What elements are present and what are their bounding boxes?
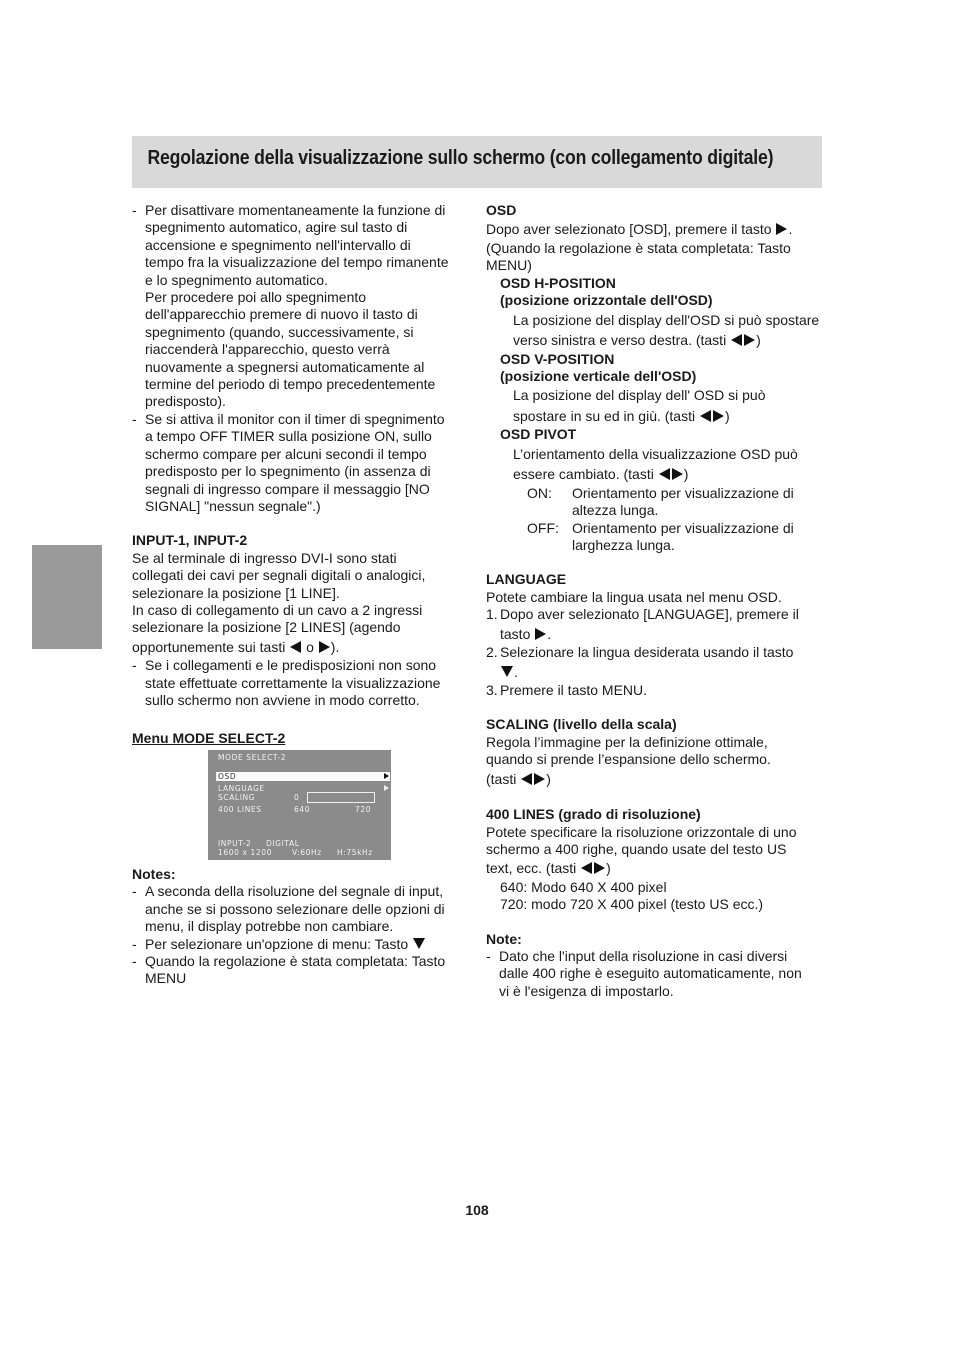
text-line: e lo spegnimento automatico. <box>145 271 328 288</box>
text-line: Orientamento per visualizzazione di <box>572 484 794 501</box>
text-line: MENU) <box>486 257 532 274</box>
lines400-paragraph <box>486 824 826 859</box>
language-heading: LANGUAGE <box>486 571 567 588</box>
osd-menu-image <box>208 750 391 860</box>
text-line: Dato che l'input della risoluzione in casi diversi <box>499 948 788 965</box>
down-arrow-icon <box>501 666 513 677</box>
bullet-text <box>145 202 468 411</box>
osd-opt-640: 640 <box>294 805 311 814</box>
text-line: vi è l'esigenza di impostarlo. <box>499 982 674 999</box>
text-line: SIGNAL] "nessun segnale".) <box>145 497 321 514</box>
osd-paragraph <box>486 240 826 275</box>
language-text: Potete cambiare la lingua usata nel menu OSD. <box>486 588 782 605</box>
note-text <box>499 948 826 1000</box>
scaling-keys: (tasti ) <box>486 770 551 787</box>
left-arrow-icon <box>731 334 742 346</box>
text-line: Se i collegamenti e le predisposizioni non sono <box>145 657 437 674</box>
section-tab <box>32 545 102 649</box>
osd-item-scaling: SCALING <box>218 793 256 802</box>
input-keys-line: opportunemente sui tasti o ). <box>132 638 340 655</box>
scaling-heading: SCALING (livello della scala) <box>486 716 677 733</box>
osd-resolution: 1600 x 1200 <box>218 848 272 857</box>
text-line: menu, il display potrebbe non cambiare. <box>145 918 394 935</box>
mode-720: 720: modo 720 X 400 pixel (testo US ecc.) <box>500 896 764 913</box>
right-arrow-icon <box>713 410 724 422</box>
left-arrow-icon <box>521 773 532 785</box>
hpos-heading: OSD H-POSITION <box>500 274 616 291</box>
text-line: Se al terminale di ingresso DVI-I sono stati <box>132 549 397 566</box>
text-line: sullo schermo non avviene in modo corretto. <box>145 692 420 709</box>
left-arrow-icon <box>700 410 711 422</box>
note-item: - Dato che l'input della risoluzione in casi diversi dalle 400 righe è eseguito automaticamente, non vi è l'esigenza di impostarlo. <box>486 948 826 1000</box>
pivot-text: L’orientamento della visualizzazione OSD può <box>513 445 798 462</box>
language-step-2: 2. Selezionare la lingua desiderata usando il tasto . <box>486 644 794 680</box>
pivot-off-option: OFF: Orientamento per visualizzazione di larghezza lunga. <box>486 520 826 555</box>
text-line: Quando la regolazione è stata completata: Tasto <box>145 952 446 969</box>
osd-selected-row <box>216 772 390 781</box>
note-text <box>145 883 468 935</box>
text-line: dalle 400 righe è eseguito automaticamente, non <box>499 965 802 982</box>
osd-opt-720: 720 <box>355 805 372 814</box>
left-arrow-icon <box>659 468 670 480</box>
text-line: Per disattivare momentaneamente la funzione di <box>145 202 446 218</box>
text-line: predisposto per lo spegnimento (in assenza di <box>145 463 431 480</box>
pivot-keys: essere cambiato. (tasti ) <box>513 466 689 483</box>
input-heading: INPUT-1, INPUT-2 <box>132 532 248 549</box>
text-line: schermo compare per alcuni secondi il tempo <box>145 445 427 462</box>
right-arrow-icon <box>535 628 546 640</box>
text-line: accensione e spegnimento nell'intervallo di <box>145 236 411 253</box>
text-line: spegnimento automatico, agire sul tasto di <box>145 219 408 236</box>
text-line: A seconda della risoluzione del segnale di input, <box>145 883 444 900</box>
text-line: anche se si possono selezionare delle opzioni di <box>145 900 445 917</box>
text-line: Potete specificare la risoluzione orizzontale di uno <box>486 823 797 840</box>
lines400-heading: 400 LINES (grado di risoluzione) <box>486 806 701 823</box>
text-line: selezionare la posizione [2 LINES] (agendo <box>132 619 401 636</box>
input-paragraph <box>132 550 468 637</box>
osd-scaling-slider <box>307 792 375 803</box>
osd-hfreq: H:75kHz <box>337 848 373 857</box>
osd-line: Dopo aver selezionato [OSD], premere il tasto . <box>486 221 793 238</box>
right-arrow-icon <box>744 334 755 346</box>
text-line: Orientamento per visualizzazione di <box>572 519 794 536</box>
vpos-text: La posizione del display dell' OSD si può <box>513 387 766 404</box>
text-line: selezionare la posizione [1 LINE]. <box>132 584 340 601</box>
osd-title: MODE SELECT-2 <box>218 753 287 762</box>
left-arrow-icon <box>581 862 592 874</box>
page-title: Regolazione della visualizzazione sullo schermo (con collegamento digitale) <box>147 146 774 169</box>
osd-vfreq: V:60Hz <box>292 848 322 857</box>
vpos-heading: OSD V-POSITION <box>500 350 615 367</box>
note-item: - A seconda della risoluzione del segnale di input, anche se si possono selezionare delle opzioni di menu, il display potrebbe non cambiare. <box>132 883 468 935</box>
note-item: - Per selezionare un'opzione di menu: Tasto <box>132 936 468 953</box>
osd-item-osd: OSD <box>218 772 237 781</box>
hpos-text: La posizione del display dell'OSD si può spostare <box>513 311 820 328</box>
bullet-dash: - <box>132 657 137 674</box>
bullet-connections <box>132 657 468 709</box>
scaling-paragraph <box>486 734 826 769</box>
language-step-1: 1. Dopo aver selezionato [LANGUAGE], premere il tasto . <box>486 606 799 642</box>
text-line: collegati dei cavi per segnali digitali o analogici, <box>132 567 426 584</box>
right-arrow-icon <box>534 773 545 785</box>
hpos-subheading: (posizione orizzontale dell'OSD) <box>500 292 713 309</box>
osd-right-arrow-icon <box>384 785 389 791</box>
text-line: tempo fra la visualizzazione del tempo rimanente <box>145 254 449 271</box>
text-line: dell'apparecchio premere di nuovo il tasto di <box>145 306 418 323</box>
bullet-text <box>145 411 468 515</box>
vpos-subheading: (posizione verticale dell'OSD) <box>500 367 697 384</box>
text-line: schermo a 400 righe, quando usate del testo US <box>486 840 787 857</box>
right-arrow-icon <box>672 468 683 480</box>
notes-heading: Notes: <box>132 865 176 882</box>
text-line: termine del periodo di tempo precedentemente <box>145 376 436 393</box>
mode-640: 640: Modo 640 X 400 pixel <box>500 878 667 895</box>
bullet-auto-off <box>132 202 468 411</box>
title-bar <box>132 136 822 188</box>
hpos-keys: verso sinistra e verso destra. (tasti ) <box>513 332 761 349</box>
pivot-on-option: ON: Orientamento per visualizzazione di altezza lunga. <box>486 485 826 520</box>
text-line: Se si attiva il monitor con il timer di spegnimento <box>145 410 445 427</box>
text-line: MENU <box>145 970 187 987</box>
osd-item-400lines: 400 LINES <box>218 805 262 814</box>
bullet-off-timer <box>132 411 468 515</box>
text-line: In caso di collegamento di un cavo a 2 ingressi <box>132 601 423 618</box>
text-line: Regola l’immagine per la definizione ottimale, <box>486 733 768 750</box>
pivot-heading: OSD PIVOT <box>500 426 577 443</box>
lines400-keys: text, ecc. (tasti ) <box>486 860 611 877</box>
osd-heading: OSD <box>486 202 517 218</box>
osd-input-type: DIGITAL <box>266 839 300 848</box>
note-text: Per selezionare un'opzione di menu: Tasto <box>145 936 468 953</box>
text-line: predisposto). <box>145 393 226 410</box>
text-line: state effettuate correttamente la visualizzazione <box>145 674 441 691</box>
text-line: (Quando la regolazione è stata completata: Tasto <box>486 239 791 256</box>
osd-right-arrow-icon <box>384 773 389 779</box>
vpos-keys: spostare in su ed in giù. (tasti ) <box>513 407 730 424</box>
text-line: spegnimento (quando, successivamente, si <box>145 323 414 340</box>
right-arrow-icon <box>594 862 605 874</box>
osd-item-language: LANGUAGE <box>218 784 265 793</box>
right-column <box>486 202 826 1000</box>
left-arrow-icon <box>290 641 301 653</box>
right-arrow-icon <box>319 641 330 653</box>
left-column <box>132 202 468 988</box>
text-line: quando si prende l’espansione dello schermo. <box>486 751 771 768</box>
text-line: larghezza lunga. <box>572 536 675 553</box>
menu-heading: Menu MODE SELECT-2 <box>132 730 286 747</box>
text-line: segnali di ingresso compare il messaggio [NO <box>145 480 430 497</box>
bullet-dash: - <box>132 410 137 427</box>
right-arrow-icon <box>776 223 787 235</box>
osd-input-label: INPUT-2 <box>218 839 252 848</box>
note-heading: Note: <box>486 930 522 947</box>
text-line: nuovamente a spegnersi automaticamente al <box>145 358 425 375</box>
bullet-text <box>145 657 468 709</box>
text-line: riaccenderà l'apparecchio, questo verrà <box>145 341 390 358</box>
bullet-dash: - <box>132 202 137 218</box>
text-line: altezza lunga. <box>572 502 659 519</box>
text-line: a tempo OFF TIMER sulla posizione ON, sullo <box>145 428 432 445</box>
text-line: Per procedere poi allo spegnimento <box>145 289 367 306</box>
language-step-3: 3. Premere il tasto MENU. <box>486 682 648 698</box>
down-arrow-icon <box>413 938 425 949</box>
osd-scaling-value: 0 <box>294 793 300 802</box>
note-text <box>145 953 468 988</box>
page-number: 108 <box>465 1202 489 1218</box>
note-item: - Quando la regolazione è stata completata: Tasto MENU <box>132 953 468 988</box>
